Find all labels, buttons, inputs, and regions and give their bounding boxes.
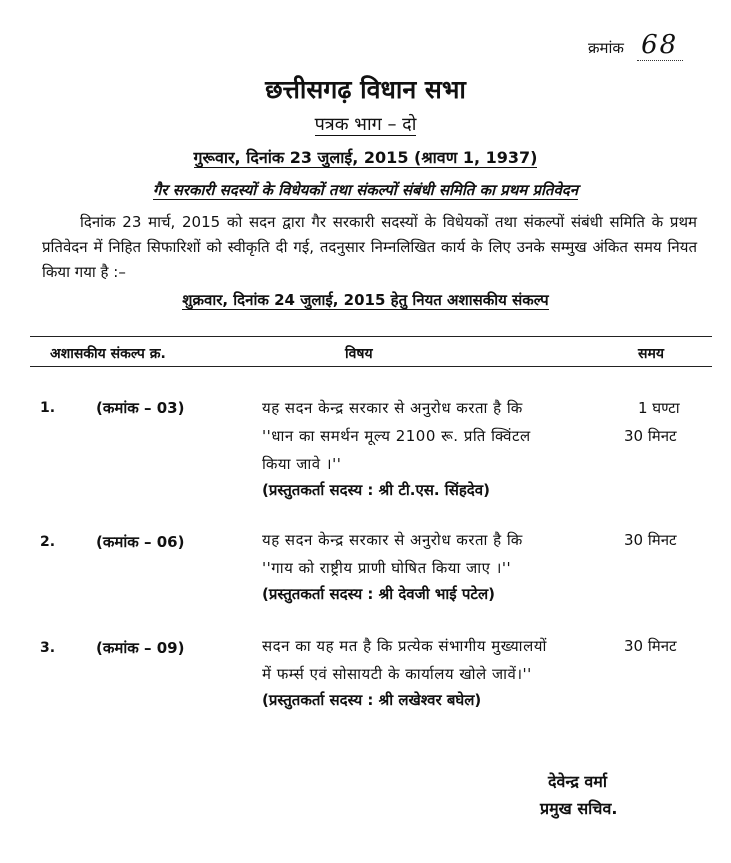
date-line-text: गुरूवार, दिनांक 23 जुलाई, 2015 (श्रावण 1, 1937) (193, 148, 538, 167)
time-allotted: 30 मिनट (624, 637, 677, 655)
subject-line: ''गाय को राष्ट्रीय प्राणी घोषित किया जाए ।'' (262, 559, 512, 577)
page-title: छत्तीसगढ़ विधान सभा (265, 75, 466, 104)
time-allotted: 1 घण्टा (638, 399, 680, 417)
subject-line: यह सदन केन्द्र सरकार से अनुरोध करता है कि (262, 531, 523, 549)
signatory-name: देवेन्द्र वर्मा (548, 772, 608, 791)
friday-heading-text: शुक्रवार, दिनांक 24 जुलाई, 2015 हेतु नियत अशासकीय संकल्प (182, 291, 549, 309)
row-number: 3. (40, 640, 56, 656)
table-header-rule (30, 366, 712, 367)
page-subtitle (0, 112, 731, 136)
subject-line: यह सदन केन्द्र सरकार से अनुरोध करता है कि (262, 399, 523, 417)
presenter-line: (प्रस्तुतकर्ता सदस्य : श्री देवजी भाई पटेल) (262, 585, 495, 603)
subject-line: सदन का यह मत है कि प्रत्येक संभागीय मुख्यालयों (262, 637, 547, 655)
signatory-designation: प्रमुख सचिव. (540, 799, 618, 818)
row-number: 2. (40, 534, 56, 550)
resolution-code: (कमांक – 03) (96, 399, 185, 417)
resolution-code: (कमांक – 06) (96, 533, 185, 551)
presenter-line: (प्रस्तुतकर्ता सदस्य : श्री टी.एस. सिंहदेव) (262, 481, 490, 499)
time-allotted: 30 मिनट (624, 531, 677, 549)
serial-number: 68 (637, 30, 683, 61)
subject-line: ''धान का समर्थन मूल्य 2100 रू. प्रति क्विंटल (262, 427, 531, 445)
report-title-text: गैर सरकारी सदस्यों के विधेयकों तथा संकल्पों संबंधी समिति का प्रथम प्रतिवेदन (152, 181, 579, 199)
report-title (0, 180, 731, 200)
subtitle-text: पत्रक भाग – दो (314, 114, 417, 135)
serial-label: क्रमांक (588, 39, 624, 57)
date-line (0, 146, 731, 168)
subject-line: किया जावे ।'' (262, 455, 342, 473)
intro-paragraph: दिनांक 23 मार्च, 2015 को सदन द्वारा गैर सरकारी सदस्यों के विधेयकों तथा संकल्पों संबंधी समिति के प्रथम प्रतिवेदन में निहित सिफारिशों को स्वीकृति दी गई, तदनुसार निम्नलिखित कार्य के लिए उनके सम्मुख अंकित समय नियत किया गया है :– (42, 213, 697, 281)
friday-heading (0, 290, 731, 310)
presenter-line: (प्रस्तुतकर्ता सदस्य : श्री लखेश्वर बघेल) (262, 691, 482, 709)
row-number: 1. (40, 400, 56, 416)
serial-block (588, 30, 683, 61)
resolution-code: (कमांक – 09) (96, 639, 185, 657)
table-top-rule (30, 336, 712, 337)
time-allotted: 30 मिनट (624, 427, 677, 445)
subject-line: में फर्म्स एवं सोसायटी के कार्यालय खोले जावें।'' (262, 665, 532, 683)
column-header-time: समय (638, 346, 664, 362)
column-header-subject: विषय (345, 346, 373, 362)
column-header-resolution: अशासकीय संकल्प क्र. (50, 346, 166, 362)
